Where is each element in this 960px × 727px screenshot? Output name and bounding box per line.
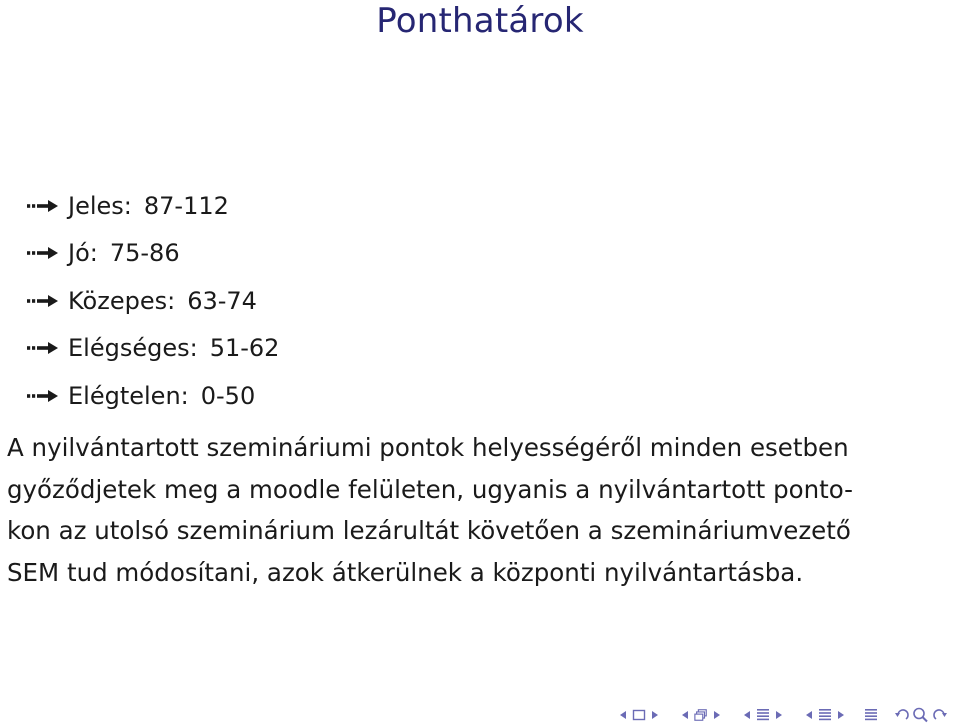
grade-label: Elégtelen: — [68, 381, 189, 410]
subsection-icon — [756, 708, 770, 722]
slide-title: Ponthatárok — [376, 1, 584, 41]
next-section-button[interactable] — [834, 707, 848, 723]
prev-slide-button[interactable] — [616, 707, 630, 723]
prev-section-button[interactable] — [802, 707, 816, 723]
grade-range: 51-62 — [209, 334, 280, 363]
right-arrow-icon — [837, 710, 845, 720]
next-slide-button[interactable] — [648, 707, 662, 723]
nav-group-slide — [616, 707, 662, 723]
list-item — [26, 277, 279, 325]
next-frame-button[interactable] — [710, 707, 724, 723]
zoom-icon — [912, 707, 930, 723]
grade-label: Elégséges: — [68, 334, 198, 363]
frame-icon — [694, 708, 708, 722]
grade-range: 0-50 — [200, 381, 256, 410]
arrow-icon — [26, 294, 60, 308]
prev-subsection-button[interactable] — [740, 707, 754, 723]
beamer-navigation-bar — [602, 706, 948, 724]
search-button[interactable] — [912, 707, 930, 723]
nav-group-frame — [678, 707, 724, 723]
subsection-icon-button[interactable] — [756, 707, 770, 723]
list-item — [26, 372, 279, 420]
align-icon — [864, 708, 878, 722]
grade-label: Közepes: — [68, 286, 176, 315]
frame-icon — [632, 709, 646, 721]
grade-range: 63-74 — [187, 286, 257, 315]
left-arrow-icon — [805, 710, 813, 720]
paragraph-line: győződjetek meg a moodle felületen, ugyanis a nyilvántartott ponto- — [7, 474, 854, 504]
arrow-icon — [26, 389, 60, 403]
body-paragraph — [7, 427, 907, 593]
next-subsection-button[interactable] — [772, 707, 786, 723]
prev-frame-button[interactable] — [678, 707, 692, 723]
back-button[interactable] — [894, 707, 910, 723]
left-arrow-icon — [743, 710, 751, 720]
section-icon-button[interactable] — [818, 707, 832, 723]
paragraph-line: SEM tud módosítani, azok átkerülnek a központi nyilvántartásba. — [7, 557, 804, 587]
arrow-icon — [26, 199, 60, 213]
undo-icon — [894, 708, 910, 722]
paragraph-line: A nyilvántartott szemináriumi pontok helyességéről minden esetben — [7, 433, 849, 462]
arrow-icon — [26, 341, 60, 355]
list-item — [26, 325, 279, 373]
forward-button[interactable] — [932, 707, 948, 723]
grade-list — [26, 182, 279, 420]
nav-group-subsection — [740, 707, 786, 723]
nav-group-section — [802, 707, 848, 723]
slide-icon-button[interactable] — [632, 707, 646, 723]
grade-range: 75-86 — [109, 239, 180, 268]
list-item — [26, 230, 279, 278]
grade-label: Jeles: — [68, 191, 132, 220]
grade-label: Jó: — [68, 239, 98, 268]
document-align-button[interactable] — [864, 707, 878, 723]
list-item — [26, 182, 279, 230]
right-arrow-icon — [775, 710, 783, 720]
paragraph-line: kon az utolsó szeminárium lezárultát követően a szemináriumvezető — [7, 516, 851, 545]
nav-group-search — [894, 707, 948, 723]
left-arrow-icon — [681, 710, 689, 720]
grade-range: 87-112 — [143, 191, 229, 220]
arrow-icon — [26, 246, 60, 260]
redo-icon — [932, 708, 948, 722]
nav-group-document — [864, 707, 878, 723]
section-icon — [818, 708, 832, 722]
right-arrow-icon — [713, 710, 721, 720]
frame-icon-button[interactable] — [694, 707, 708, 723]
right-arrow-icon — [651, 710, 659, 720]
left-arrow-icon — [619, 710, 627, 720]
